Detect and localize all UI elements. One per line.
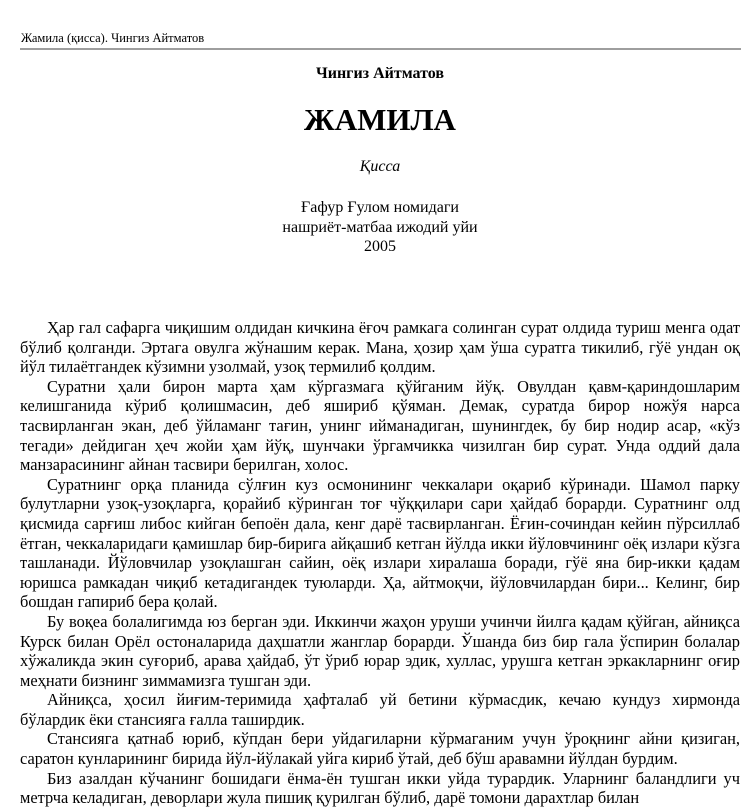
book-title: ЖАМИЛА	[304, 102, 456, 137]
body-text	[20, 318, 740, 808]
author-name: Чингиз Айтматов	[316, 65, 444, 82]
paragraph: Бу воқеа болалигимда юз берган эди. Иккинчи жаҳон уруши учинчи йилга қадам қўйган, айниқса Курск билан Орёл остоналарида даҳшатли жанглар борарди. Ўшанда биз бир гала ўспирин болалар хўжаликда экин суғориб, арава ҳайдаб, ўт ўриб юрар эдик, хуллас, урушга кетган эркакларнинг оғир меҳнати бизнинг зиммамизга тушган эди.	[20, 611, 740, 690]
paragraph: Стансияга қатнаб юриб, кўпдан бери уйдагиларни кўрмаганим учун ўроқнинг айни қизиган, саратон кунларининг бирида йўл-йўлакай уйга кириб ўтай, деб бўш аравамни йўлдан бурдим.	[20, 729, 740, 769]
running-header: Жамила (қисса). Чингиз Айтматов	[21, 31, 205, 45]
paragraph: Ҳар гал сафарга чиқишим олдидан кичкина ёғоч рамкага солинган сурат олдида туриш менга одат бўлиб қолганди. Эртага овулга жўнашим керак. Мана, ҳозир ҳам ўша суратга тикилиб, гўё ундан оқ йўл тилаётгандек кўзимни узолмай, узоқ термилиб қолдим.	[20, 318, 740, 377]
paragraph: Айниқса, ҳосил йиғим-теримида ҳафталаб уй бетини кўрмасдик, кечаю кундуз хирмонда бўлардик ёки стансияга ғалла таширдик.	[20, 690, 740, 729]
paragraph: Биз азалдан кўчанинг бошидаги ёнма-ён тушган икки уйда турардик. Уларнинг баландлиги уч метрча келадиган, деворлари жула пишиқ қурилган бўлиб, дарё томони дарахтлар билан	[20, 768, 740, 808]
publisher-line: Ғафур Ғулом номидаги	[301, 199, 459, 216]
header-divider	[20, 48, 741, 50]
paragraph: Суратни ҳали бирон марта ҳам кўргазмага қўйганим йўқ. Овулдан қавм-қариндошларим келишганида кўриб қолишмасин, деб яшириб қўяман. Демак, суратда бирор ножўя нарса тасвирланган экан, деб ўйламанг тағин, унинг ийманадиган, шунингдек, бу бир нодир асар, «кўз тегади» дейдиган ҳеч жойи ҳам йўқ, шунчаки ўргамчикка чизилган бир сурат. Унда оддий дала манзарасининг айнан тасвири берилган, холос.	[20, 376, 740, 475]
paragraph: Суратнинг орқа планида сўлғин куз осмонининг чеккалари оқариб кўринади. Шамол парку булутларни узоқ-узоқларга, қорайиб кўринган тоғ чўққилари сари ҳайдаб борарди. Суратнинг олд қисмида сарғиш либос кийган бепоён дала, кенг дарё тасвирланган. Ёғин-сочиндан кейин пўрсиллаб ётган, чеккаларидаги қамишлар бир-бирига айқашиб кетган йўлда икки йўловчининг оёқ излари кўзга ташланади. Йўловчилар узоқлашган сайин, оёқ излари хиралаша боради, гўё яна бир-икки қадам юришса рамкадан чиқиб кетадигандек туюларди. Ҳа, айтмоқчи, йўловчилардан бири... Келинг, бир бошдан гапириб бера қолай.	[20, 474, 740, 612]
publisher-info	[20, 198, 740, 257]
publication-year: 2005	[364, 238, 396, 255]
genre-subtitle: Қисса	[359, 158, 401, 175]
publisher-line: нашриёт-матбаа ижодий уйи	[282, 218, 478, 236]
